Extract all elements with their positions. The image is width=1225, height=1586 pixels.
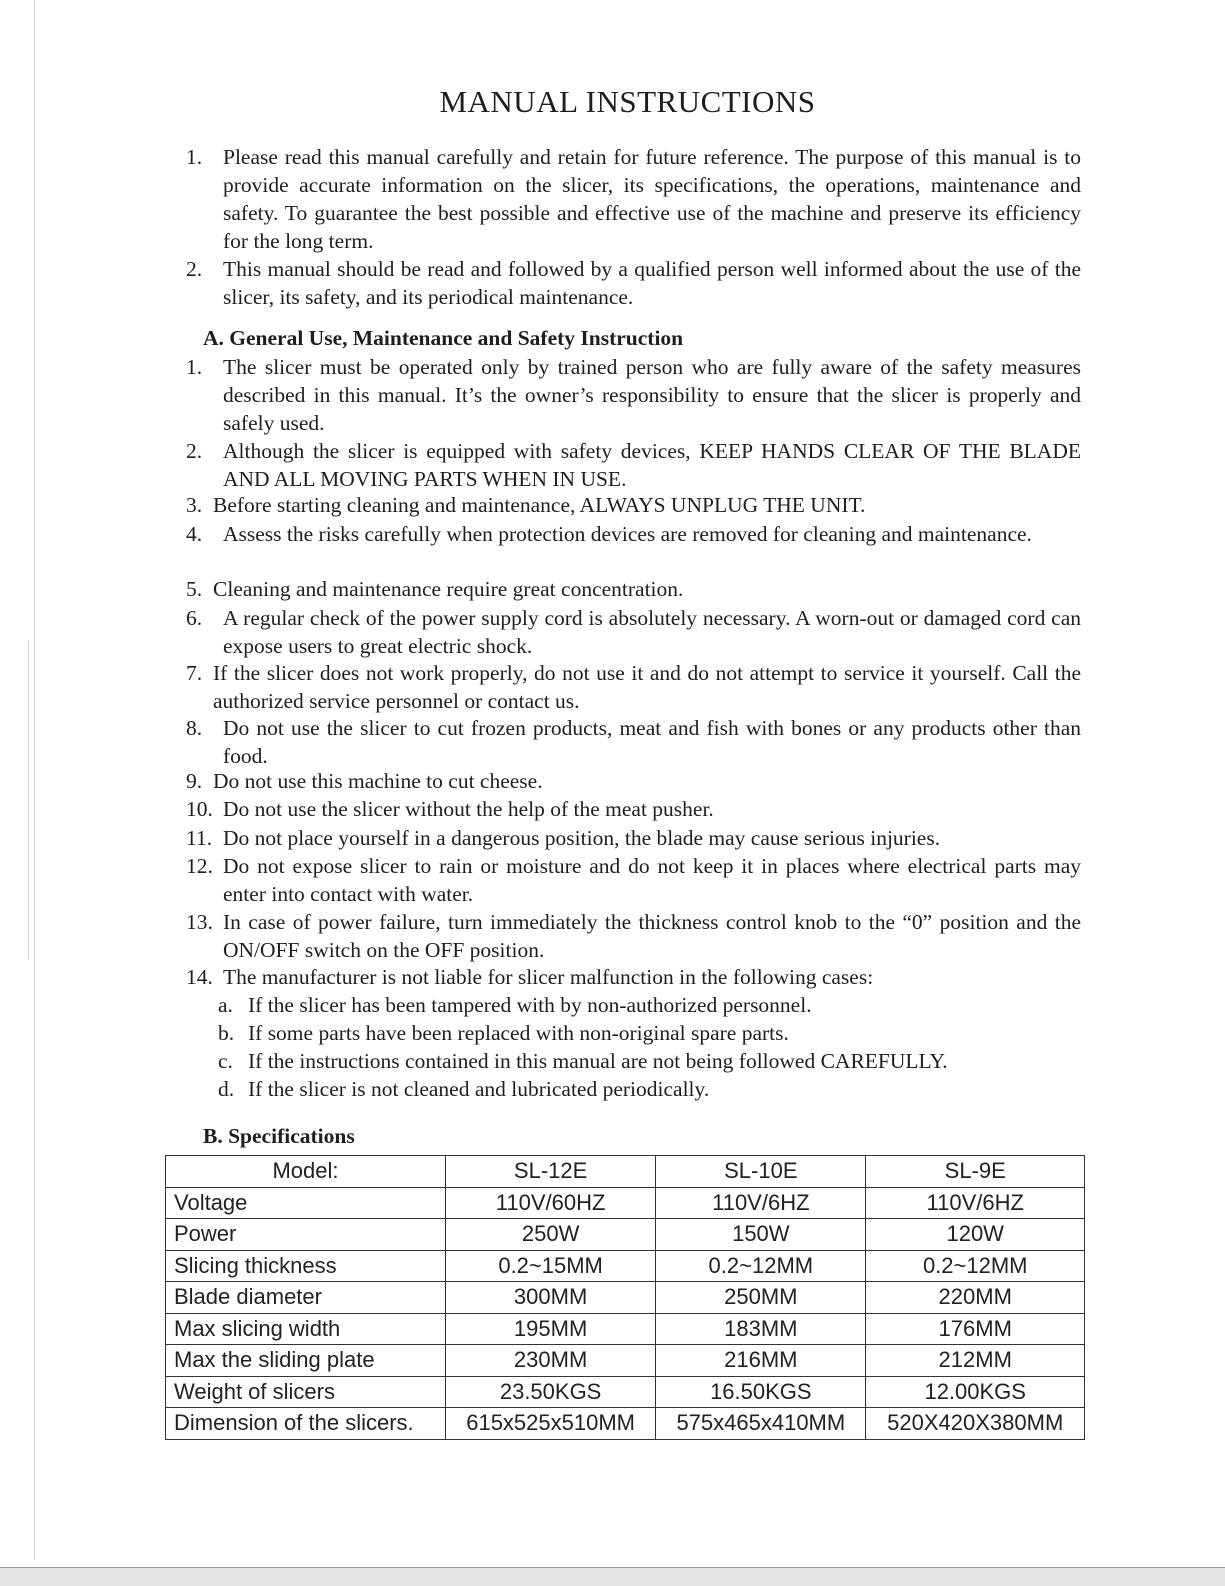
table-cell: 220MM xyxy=(866,1282,1085,1314)
item-text: Do not place yourself in a dangerous position, the blade may cause serious injuries. xyxy=(223,826,941,850)
item-text: If the slicer does not work properly, do not use it and do not attempt to service it yourself. Call the authorized service personnel or contact us. xyxy=(213,661,1081,713)
item-text: Please read this manual carefully and retain for future reference. The purpose of this manual is to provide accurate information on the slicer, its specifications, the operations, maintenance and safety. To guarantee the best possible and effective use of the machine and preserve its efficiency for the long term. xyxy=(223,145,1081,253)
item-text: A regular check of the power supply cord is absolutely necessary. A worn-out or damaged cord can expose users to great electric shock. xyxy=(223,606,1081,658)
table-cell: 250W xyxy=(446,1219,656,1251)
sub-item-letter: d. xyxy=(218,1077,235,1101)
item-text: Although the slicer is equipped with safety devices, KEEP HANDS CLEAR OF THE BLADE AND ALL MOVING PARTS WHEN IN USE. xyxy=(223,439,1081,491)
table-cell: 110V/6HZ xyxy=(656,1187,866,1219)
table-cell: 183MM xyxy=(656,1313,866,1345)
sub-item-letter: b. xyxy=(218,1021,235,1045)
table-row-label: Max the sliding plate xyxy=(166,1345,446,1377)
table-cell: 120W xyxy=(866,1219,1085,1251)
sub-item xyxy=(218,1019,789,1047)
list-item xyxy=(186,767,1081,795)
table-row-label: Voltage xyxy=(166,1187,446,1219)
list-item xyxy=(186,353,1081,437)
item-number: 10. xyxy=(186,797,213,821)
item-number: 6. xyxy=(186,606,203,630)
item-number: 11. xyxy=(186,826,213,850)
item-text: Cleaning and maintenance require great concentration. xyxy=(213,577,684,601)
item-number: 9. xyxy=(186,769,203,793)
table-cell: 212MM xyxy=(866,1345,1085,1377)
sub-item-letter: a. xyxy=(218,993,233,1017)
sub-item-text: If the instructions contained in this manual are not being followed CAREFULLY. xyxy=(248,1049,948,1073)
item-text: Do not use this machine to cut cheese. xyxy=(213,769,543,793)
table-row xyxy=(166,1376,1085,1408)
sub-item-text: If the slicer is not cleaned and lubricated periodically. xyxy=(248,1077,710,1101)
scan-bottom-edge xyxy=(0,1567,1225,1586)
list-item xyxy=(186,714,1081,770)
table-header-cell: Model: xyxy=(166,1156,446,1188)
sub-item xyxy=(218,991,812,1019)
item-text: Assess the risks carefully when protection devices are removed for cleaning and maintenance. xyxy=(223,522,1032,546)
list-item xyxy=(186,852,1081,908)
list-item xyxy=(186,795,1081,823)
table-cell: 250MM xyxy=(656,1282,866,1314)
item-text: This manual should be read and followed by a qualified person well informed about the use of the slicer, its safety, and its periodical maintenance. xyxy=(223,257,1081,309)
list-item xyxy=(186,491,1081,519)
table-row-label: Dimension of the slicers. xyxy=(166,1408,446,1440)
item-text: Do not use the slicer without the help of the meat pusher. xyxy=(223,797,714,821)
table-row-label: Power xyxy=(166,1219,446,1251)
item-text: The manufacturer is not liable for slicer malfunction in the following cases: xyxy=(223,965,874,989)
table-row xyxy=(166,1282,1085,1314)
list-item xyxy=(186,575,1081,603)
item-number: 13. xyxy=(186,910,213,934)
table-cell: 16.50KGS xyxy=(656,1376,866,1408)
table-header-cell: SL-10E xyxy=(656,1156,866,1188)
item-text: Do not use the slicer to cut frozen products, meat and fish with bones or any products other than food. xyxy=(223,716,1081,768)
table-cell: 230MM xyxy=(446,1345,656,1377)
table-header-cell: SL-9E xyxy=(866,1156,1085,1188)
item-number: 4. xyxy=(186,522,203,546)
item-number: 3. xyxy=(186,493,203,517)
item-number: 5. xyxy=(186,577,203,601)
table-cell: 615x525x510MM xyxy=(446,1408,656,1440)
table-row xyxy=(166,1250,1085,1282)
item-number: 1. xyxy=(186,145,203,169)
table-cell: 150W xyxy=(656,1219,866,1251)
list-item xyxy=(186,659,1081,715)
table-row xyxy=(166,1345,1085,1377)
list-item xyxy=(186,963,1081,991)
table-cell: 0.2~12MM xyxy=(656,1250,866,1282)
table-header-cell: SL-12E xyxy=(446,1156,656,1188)
sub-item xyxy=(218,1047,948,1075)
item-number: 1. xyxy=(186,355,203,379)
table-row-label: Slicing thickness xyxy=(166,1250,446,1282)
item-number: 2. xyxy=(186,439,203,463)
table-row-label: Max slicing width xyxy=(166,1313,446,1345)
item-text: In case of power failure, turn immediately the thickness control knob to the “0” position and the ON/OFF switch on the OFF position. xyxy=(223,910,1081,962)
scan-edge xyxy=(34,0,35,1560)
list-item xyxy=(186,520,1081,548)
item-text: Do not expose slicer to rain or moisture and do not keep it in places where electrical parts may enter into contact with water. xyxy=(223,854,1081,906)
item-number: 7. xyxy=(186,661,203,685)
item-number: 2. xyxy=(186,257,203,281)
item-text: Before starting cleaning and maintenance, ALWAYS UNPLUG THE UNIT. xyxy=(213,493,866,517)
table-cell: 23.50KGS xyxy=(446,1376,656,1408)
table-cell: 575x465x410MM xyxy=(656,1408,866,1440)
specifications-table xyxy=(165,1155,1085,1440)
table-cell: 195MM xyxy=(446,1313,656,1345)
table-row xyxy=(166,1313,1085,1345)
table-row-label: Blade diameter xyxy=(166,1282,446,1314)
sub-item-letter: c. xyxy=(218,1049,233,1073)
table-cell: 216MM xyxy=(656,1345,866,1377)
sub-item xyxy=(218,1075,709,1103)
item-number: 14. xyxy=(186,965,213,989)
section-b-heading: B. Specifications xyxy=(203,1124,355,1148)
table-row xyxy=(166,1187,1085,1219)
table-header-row xyxy=(166,1156,1085,1188)
table-row-label: Weight of slicers xyxy=(166,1376,446,1408)
table-cell: 110V/60HZ xyxy=(446,1187,656,1219)
page-title: MANUAL INSTRUCTIONS xyxy=(439,84,816,119)
intro-item xyxy=(186,143,1081,255)
table-row xyxy=(166,1408,1085,1440)
list-item xyxy=(186,437,1081,493)
scan-edge xyxy=(28,640,29,960)
sub-item-text: If the slicer has been tampered with by non-authorized personnel. xyxy=(248,993,812,1017)
list-item xyxy=(186,824,1081,852)
table-cell: 110V/6HZ xyxy=(866,1187,1085,1219)
list-item xyxy=(186,604,1081,660)
intro-item xyxy=(186,255,1081,311)
table-cell: 300MM xyxy=(446,1282,656,1314)
list-item xyxy=(186,908,1081,964)
table-cell: 176MM xyxy=(866,1313,1085,1345)
table-cell: 520X420X380MM xyxy=(866,1408,1085,1440)
item-text: The slicer must be operated only by trained person who are fully aware of the safety measures described in this manual. It’s the owner’s responsibility to ensure that the slicer is properly and safely used. xyxy=(223,355,1081,435)
item-number: 12. xyxy=(186,854,213,878)
table-cell: 12.00KGS xyxy=(866,1376,1085,1408)
section-a-heading: A. General Use, Maintenance and Safety Instruction xyxy=(203,326,684,350)
table-row xyxy=(166,1219,1085,1251)
table-cell: 0.2~15MM xyxy=(446,1250,656,1282)
table-cell: 0.2~12MM xyxy=(866,1250,1085,1282)
item-number: 8. xyxy=(186,716,203,740)
sub-item-text: If some parts have been replaced with non-original spare parts. xyxy=(248,1021,789,1045)
